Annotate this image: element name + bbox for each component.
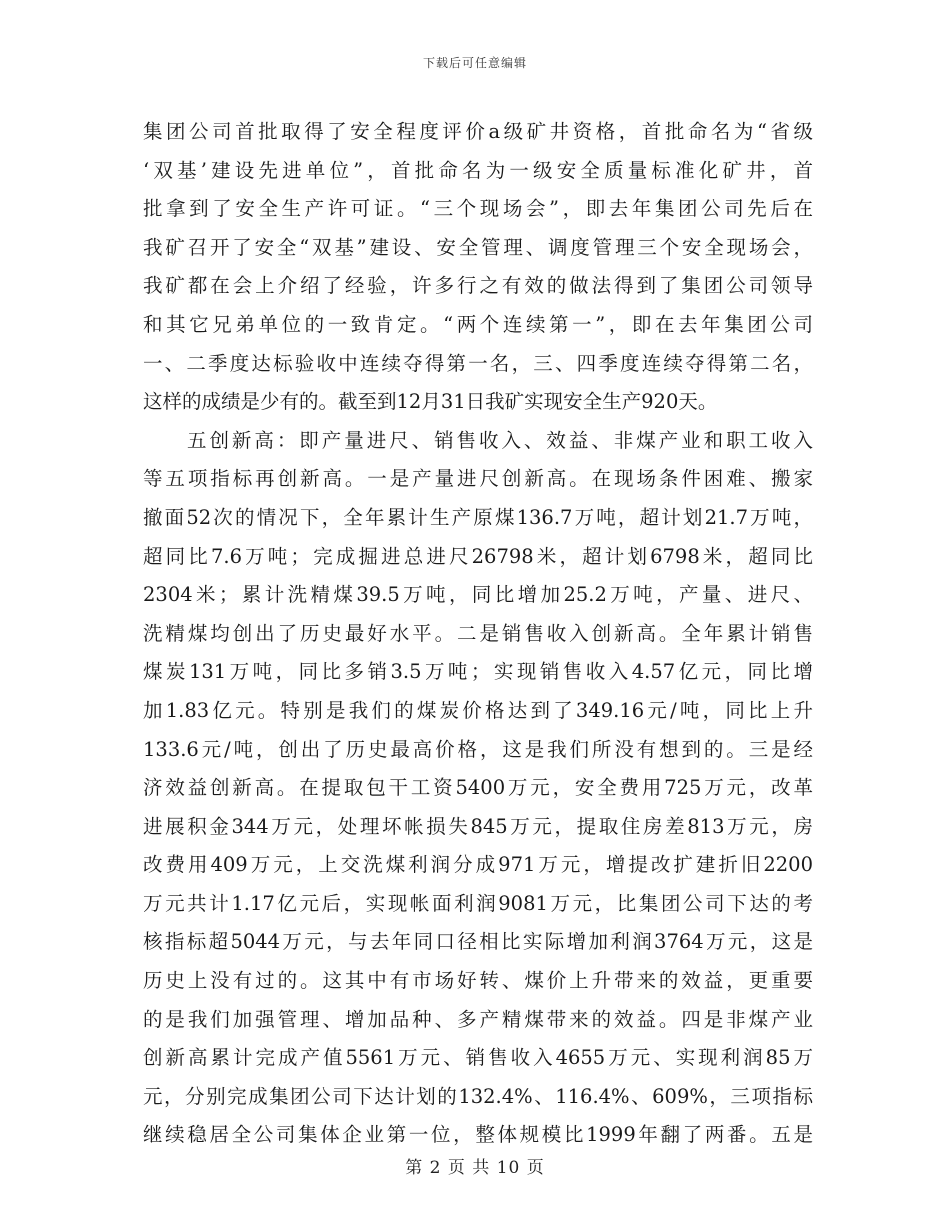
paragraph <box>143 422 813 1155</box>
text-line: 我矿召开了安全“双基”建设、安全管理、调度管理三个安全现场会， <box>143 235 813 259</box>
text-line: 济效益创新高。在提取包干工资5400万元，安全费用725万元，改革 <box>143 776 813 800</box>
text-line: 改费用409万元，上交洗煤利润分成971万元，增提改扩建折旧2200 <box>143 853 813 877</box>
text-line: 我矿都在会上介绍了经验，许多行之有效的做法得到了集团公司领导 <box>143 274 813 298</box>
text-line: 的是我们加强管理、增加品种、多产精煤带来的效益。四是非煤产业 <box>143 1007 813 1031</box>
text-line: 等五项指标再创新高。一是产量进尺创新高。在现场条件困难、搬家 <box>143 467 813 491</box>
text-line: 加1.83亿元。特别是我们的煤炭价格达到了349.16元/吨，同比上升 <box>143 698 813 722</box>
text-line: 一、二季度达标验收中连续夺得第一名，三、四季度连续夺得第二名， <box>143 351 813 375</box>
text-line: 这样的成绩是少有的。截至到12月31日我矿实现安全生产920天。 <box>143 390 718 414</box>
text-line: 核指标超5044万元，与去年同口径相比实际增加利润3764万元，这是 <box>143 930 813 954</box>
text-line: 创新高累计完成产值5561万元、销售收入4655万元、实现利润85万 <box>143 1046 813 1070</box>
text-line: 集团公司首批取得了安全程度评价a级矿井资格，首批命名为“省级 <box>143 120 813 143</box>
page-footer: 第 2 页 共 10 页 <box>405 1158 545 1178</box>
paragraph <box>143 113 813 422</box>
document-body <box>143 113 813 1155</box>
text-line: 超同比7.6万吨；完成掘进总进尺26798米，超计划6798米，超同比 <box>143 544 813 568</box>
text-line: 批拿到了安全生产许可证。“三个现场会”，即去年集团公司先后在 <box>143 197 813 221</box>
text-line: ‘双基’建设先进单位”，首批命名为一级安全质量标准化矿井，首 <box>143 158 813 182</box>
text-line: 和其它兄弟单位的一致肯定。“两个连续第一”，即在去年集团公司 <box>143 312 813 336</box>
text-line: 历史上没有过的。这其中有市场好转、煤价上升带来的效益，更重要 <box>143 969 813 993</box>
text-line: 撤面52次的情况下，全年累计生产原煤136.7万吨，超计划21.7万吨， <box>143 505 813 529</box>
text-line: 元，分别完成集团公司下达计划的132.4%、116.4%、609%，三项指标 <box>143 1084 813 1108</box>
text-line: 进展积金344万元，处理坏帐损失845万元，提取住房差813万元，房 <box>143 814 813 838</box>
text-line: 五创新高：即产量进尺、销售收入、效益、非煤产业和职工收入 <box>187 428 813 452</box>
text-line: 煤炭131万吨，同比多销3.5万吨；实现销售收入4.57亿元，同比增 <box>143 660 813 684</box>
text-line: 继续稳居全公司集体企业第一位，整体规模比1999年翻了两番。五是 <box>143 1123 813 1147</box>
page-header: 下载后可任意编辑 <box>422 56 527 70</box>
text-line: 洗精煤均创出了历史最好水平。二是销售收入创新高。全年累计销售 <box>143 621 813 645</box>
text-line: 133.6元/吨，创出了历史最高价格，这是我们所没有想到的。三是经 <box>143 737 813 761</box>
text-line: 2304米；累计洗精煤39.5万吨，同比增加25.2万吨，产量、进尺、 <box>143 583 813 607</box>
text-line: 万元共计1.17亿元后，实现帐面利润9081万元，比集团公司下达的考 <box>143 891 813 915</box>
